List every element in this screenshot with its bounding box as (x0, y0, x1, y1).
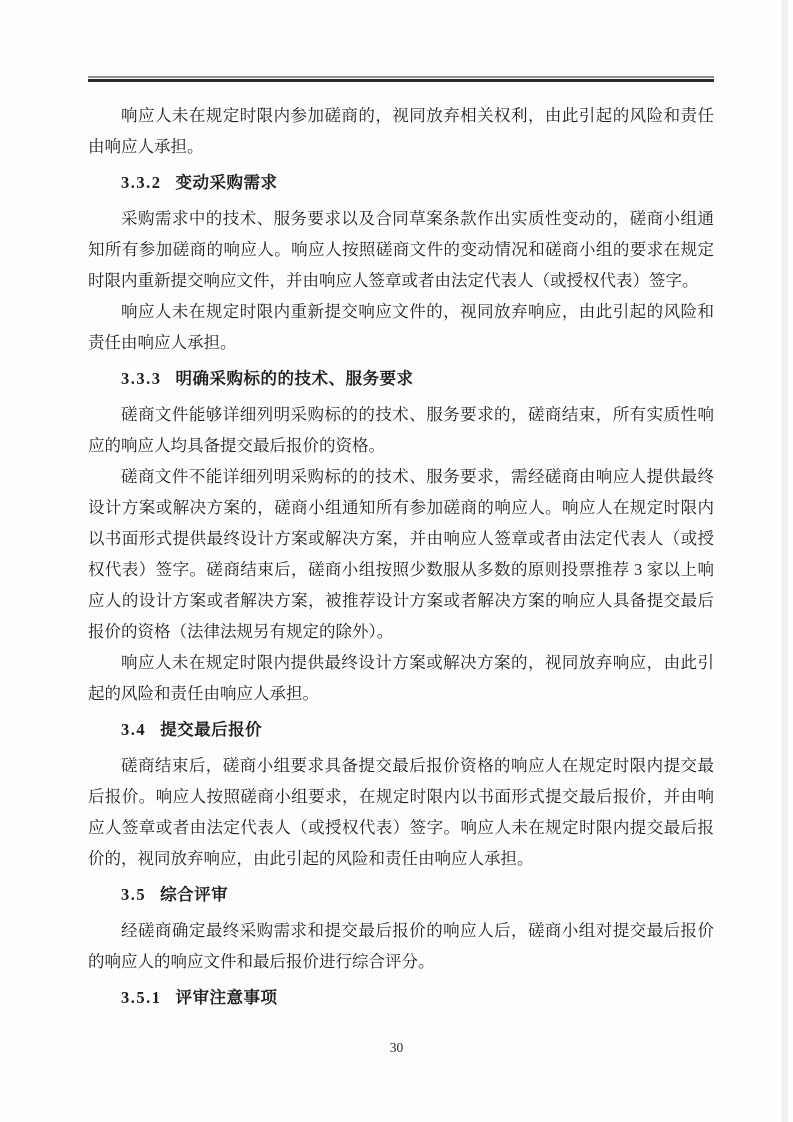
page-number: 30 (389, 1040, 404, 1055)
paragraph: 响应人未在规定时限内重新提交响应文件的，视同放弃响应，由此引起的风险和责任由响应人承担。 (88, 302, 714, 352)
section-number: 3.4 (121, 720, 147, 739)
section-heading (88, 167, 714, 198)
paragraph: 采购需求中的技术、服务要求以及合同草案条款作出实质性变动的，磋商小组通知所有参加磋商的响应人。响应人按照磋商文件的变动情况和磋商小组的要求在规定时限内重新提交响应文件，并由响应人签章或者由法定代表人（或授权代表）签字。 (88, 209, 714, 290)
section-title: 评审注意事项 (175, 988, 278, 1007)
page-footer (0, 1040, 793, 1056)
paragraph: 磋商文件能够详细列明采购标的的技术、服务要求的，磋商结束，所有实质性响应的响应人均具备提交最后报价的资格。 (88, 405, 714, 455)
paragraph: 响应人未在规定时限内参加磋商的，视同放弃相关权利，由此引起的风险和责任由响应人承担。 (88, 106, 714, 156)
scan-edge-shadow (781, 0, 788, 1122)
section-title: 提交最后报价 (160, 720, 263, 739)
section-number: 3.3.2 (121, 173, 162, 192)
paragraph: 磋商文件不能详细列明采购标的的技术、服务要求，需经磋商由响应人提供最终设计方案或解决方案的，磋商小组通知所有参加磋商的响应人。响应人在规定时限内以书面形式提供最终设计方案或解决方案，并由响应人签章或者由法定代表人（或授权代表）签字。磋商结束后，磋商小组按照少数服从多数的原则投票推荐 3 家以上响应人的设计方案或者解决方案，被推荐设计方案或者解决方案的响应人具备提交最后报价的资格（法律法规另有规定的除外）。 (88, 467, 714, 641)
header-rule (88, 76, 714, 82)
section-heading (88, 714, 714, 745)
section-number: 3.5 (121, 885, 147, 904)
section-title: 综合评审 (160, 885, 229, 904)
section-title: 变动采购需求 (175, 173, 278, 192)
section-heading (88, 982, 714, 1013)
paragraph: 经磋商确定最终采购需求和提交最后报价的响应人后，磋商小组对提交最后报价的响应人的响应文件和最后报价进行综合评分。 (88, 921, 714, 971)
section-number: 3.3.3 (121, 369, 162, 388)
paragraph: 磋商结束后，磋商小组要求具备提交最后报价资格的响应人在规定时限内提交最后报价。响应人按照磋商小组要求，在规定时限内以书面形式提交最后报价，并由响应人签章或者由法定代表人（或授权代表）签字。响应人未在规定时限内提交最后报价的，视同放弃响应，由此引起的风险和责任由响应人承担。 (88, 756, 714, 868)
section-heading (88, 879, 714, 910)
document-body (88, 100, 714, 1018)
section-title: 明确采购标的的技术、服务要求 (175, 369, 414, 388)
section-number: 3.5.1 (121, 988, 162, 1007)
paragraph: 响应人未在规定时限内提供最终设计方案或解决方案的，视同放弃响应，由此引起的风险和责任由响应人承担。 (88, 653, 714, 703)
section-heading (88, 363, 714, 394)
